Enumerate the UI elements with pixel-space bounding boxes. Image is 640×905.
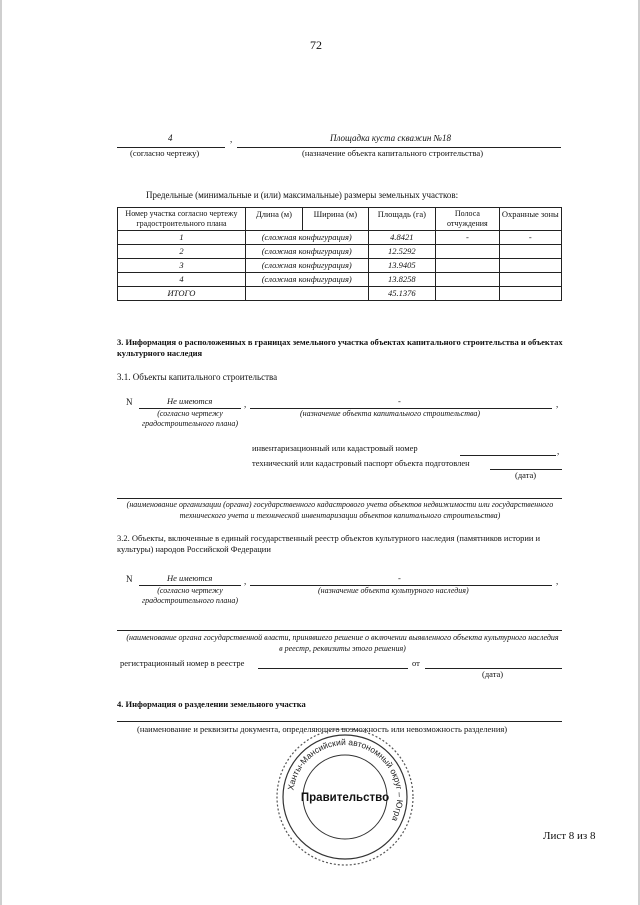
row-zones: - <box>499 231 561 245</box>
dash-31: - <box>398 396 401 406</box>
seal-center-text: Правительство <box>300 792 390 804</box>
passport-label: технический или кадастровый паспорт объекта подготовлен <box>252 458 470 468</box>
row-strip <box>436 259 499 273</box>
page-number: 72 <box>310 38 322 52</box>
header-number-caption: (согласно чертежу) <box>130 148 200 158</box>
none-31: Не имеются <box>167 396 213 406</box>
col-number: Номер участка согласно чертежу градостроительного плана <box>118 208 246 231</box>
table-row <box>118 231 562 245</box>
row-num: 2 <box>118 245 246 259</box>
row-area: 4.8421 <box>368 231 436 245</box>
header-comma: , <box>230 134 233 144</box>
table-total-row <box>118 287 562 301</box>
row-dims: (сложная конфигурация) <box>245 245 368 259</box>
row-strip <box>436 245 499 259</box>
scan-left-edge <box>0 0 2 905</box>
inventory-line <box>460 455 556 456</box>
seal-ring-text: Ханты-Мансийский автономный округ – Югра <box>285 736 406 823</box>
comma-31: , <box>244 399 247 409</box>
table-row <box>118 259 562 273</box>
comma-31b: , <box>556 399 559 409</box>
header-purpose: Площадка куста скважин №18 <box>330 133 452 143</box>
total-zones <box>499 287 561 301</box>
table-row <box>118 245 562 259</box>
row-area: 12.5292 <box>368 245 436 259</box>
total-empty <box>245 287 368 301</box>
none-32: Не имеются <box>167 573 213 583</box>
org-caption: (наименование организации (органа) государственного кадастрового учета объектов недвижимости или государственного технического учета и технической инвентаризации объектов капитального строительства) <box>126 500 554 520</box>
col-length: Длина (м) <box>245 208 302 231</box>
comma-32b: , <box>556 576 559 586</box>
row-dims: (сложная конфигурация) <box>245 231 368 245</box>
inventory-label: инвентаризационный или кадастровый номер <box>252 443 418 453</box>
reg-number-line <box>258 668 408 669</box>
total-strip <box>436 287 499 301</box>
caption-purpose-32: (назначение объекта культурного наследия) <box>318 586 469 595</box>
decision-line <box>117 630 562 631</box>
sizes-table <box>117 207 562 301</box>
caption-drawing-32: (согласно чертежу градостроительного плана) <box>141 586 239 605</box>
comma-32: , <box>244 576 247 586</box>
caption-drawing-31: (согласно чертежу градостроительного плана) <box>141 409 239 428</box>
dash-32: - <box>398 573 401 583</box>
decision-caption: (наименование органа государственной власти, принявшего решение о включении выявленного объекта культурного наследия в реестр, реквизиты этого решения) <box>126 633 559 653</box>
reg-number-label: регистрационный номер в реестре <box>120 658 245 668</box>
col-area: Площадь (га) <box>368 208 436 231</box>
header-number: 4 <box>168 133 173 143</box>
row-num: 4 <box>118 273 246 287</box>
section31-title: 3.1. Объекты капитального строительства <box>117 372 278 382</box>
section3-title: 3. Информация о расположенных в границах земельного участка объектах капитального строительства и объектах культурного наследия <box>117 337 563 358</box>
row-dims: (сложная конфигурация) <box>245 259 368 273</box>
official-seal <box>272 724 418 870</box>
row-strip <box>436 273 499 287</box>
row-zones <box>499 245 561 259</box>
from-label: от <box>412 658 420 668</box>
col-width: Ширина (м) <box>303 208 369 231</box>
row-area: 13.8258 <box>368 273 436 287</box>
date-caption-31: (дата) <box>515 470 537 480</box>
total-label: ИТОГО <box>118 287 246 301</box>
section4-line <box>117 721 562 722</box>
row-strip: - <box>436 231 499 245</box>
row-num: 1 <box>118 231 246 245</box>
n-label-31: N <box>126 397 133 407</box>
col-zones: Охранные зоны <box>499 208 561 231</box>
date-caption-32: (дата) <box>482 669 504 679</box>
table-header-row <box>118 208 562 231</box>
caption-purpose-31: (назначение объекта капитального строительства) <box>300 409 481 418</box>
n-label-32: N <box>126 574 133 584</box>
row-area: 13.9405 <box>368 259 436 273</box>
row-zones <box>499 273 561 287</box>
header-purpose-caption: (назначение объекта капитального строительства) <box>302 148 484 158</box>
inventory-comma: , <box>557 446 560 456</box>
section32-title: 3.2. Объекты, включенные в единый государственный реестр объектов культурного наследия (памятников истории и культуры) народов Российской Федерации <box>117 533 541 554</box>
sheet-counter: Лист 8 из 8 <box>543 830 596 842</box>
table-row <box>118 273 562 287</box>
col-strip: Полоса отчуждения <box>436 208 499 231</box>
row-zones <box>499 259 561 273</box>
section4-caption: (наименование и реквизиты документа, определяющего возможность или невозможность разделения) <box>137 724 508 734</box>
total-area: 45.1376 <box>368 287 436 301</box>
row-dims: (сложная конфигурация) <box>245 273 368 287</box>
row-num: 3 <box>118 259 246 273</box>
section4-title: 4. Информация о разделении земельного участка <box>117 699 306 709</box>
sizes-intro: Предельные (минимальные и (или) максимальные) размеры земельных участков: <box>146 190 459 200</box>
